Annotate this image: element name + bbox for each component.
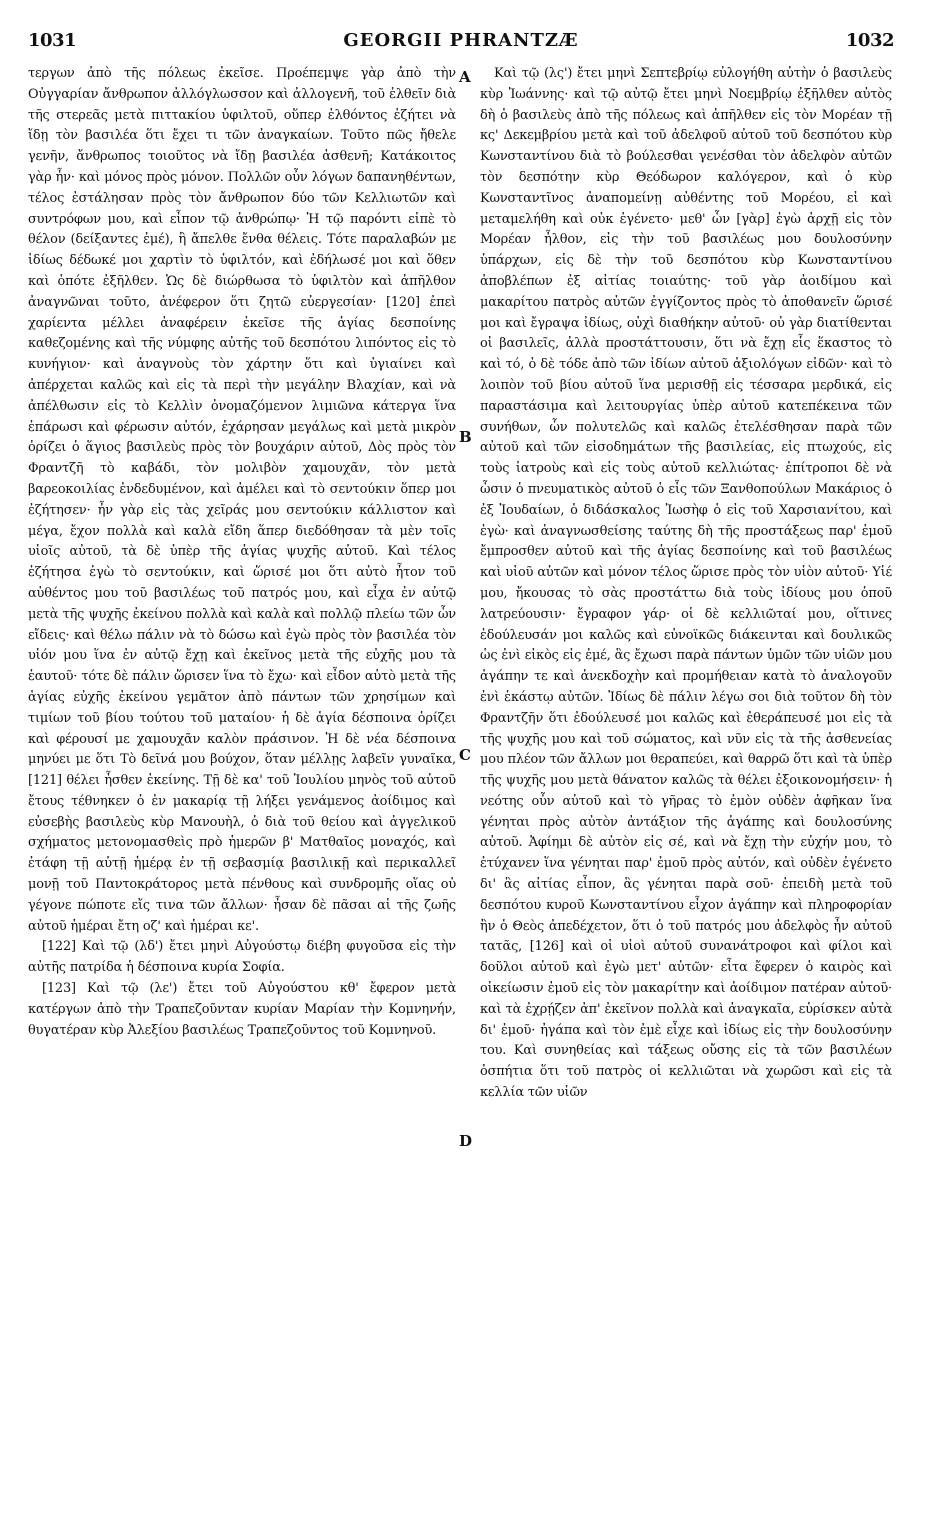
page-number-right: 1032	[845, 30, 894, 51]
page-header	[28, 30, 894, 56]
running-title: GEORGII PHRANTZÆ	[343, 30, 579, 51]
margin-marker-d: D	[459, 1132, 473, 1150]
margin-marker-a: A	[459, 68, 471, 86]
right-column	[480, 64, 892, 1104]
left-paragraph-2: [122] Καὶ τῷ (λδ') ἔτει μηνὶ Αὐγούστῳ διέβη φυγοῦσα εἰς τὴν αὐτῆς πατρίδα ἡ δέσποινα κυρία Σοφία.	[28, 939, 456, 976]
right-paragraph-1: Καὶ τῷ (λς') ἔτει μηνὶ Σεπτεβρίῳ εὐλογήθη αὐτὴν ὁ βασιλεὺς κὺρ Ἰωάννης· καὶ τῷ αὐτῷ ἔτει μηνὶ Νοεμβρίῳ ἐξῆλθεν αὐτὸς δὴ ὁ βασιλεὺς ἀπὸ τῆς πόλεως καὶ ἀπῆλθεν εἰς τὸν Μορέαν τῇ κς' Δεκεμβρίου μετὰ καὶ τοῦ ἀδελφοῦ αὐτοῦ τοῦ δεσπότου κὺρ Κωνσταντίνου διὰ τὸ βούλεσθαι γενέσθαι τὸν ἀδελφὸν αὐτῶν τὸν δεσπότην κὺρ Θεόδωρον καλόγερον, καὶ ὁ κὺρ Κωνσταντῖνος ἀναπομείνῃ αὐθέντης τοῦ Μορέου, εἰ καὶ μεταμελήθη καὶ οὐκ ἐγένετο· μεθ' ὧν [γὰρ] ἐγὼ ἀρχῇ εἰς τὸν Μορέαν ἦλθον, εἰς τὴν τοῦ βασιλέως μου δουλοσύνην ὑπάρχων, εἰς δὲ τὴν τοῦ δεσπότου κὺρ Κωνσταντίνου ἀποβλέπων ἐξ αἰτίας τοιαύτης· τοῦ γὰρ ἀοιδίμου καὶ μακαρίτου πατρὸς αὐτῶν ἐγγίζοντος πρὸς τὸ ἀποθανεῖν ὥρισέ μοι καὶ ἔγραψα ἰδίως, οὐχὶ διαθήκην αὐτοῦ· οὐ γὰρ διατίθενται οἱ βασιλεῖς, ἀλλὰ προστάττουσιν, ὅτι νὰ ἔχῃ εἷς ἕκαστος τὸ καὶ τό, ὁ δὲ τόδε ἀπὸ τῶν ἰδίων αὐτοῦ ἀξιολόγων εἰδῶν· καὶ τὸ λοιπὸν τοῦ βίου αὐτοῦ ἵνα μερισθῇ εἰς τέσσαρα μερδικά, εἰς παραστάσιμα καὶ λειτουργίας ὑπὲρ αὐτοῦ κατεπέκεινα τῶν συνήθων, ὧν πολυτελῶς καὶ καλῶς ἐτελέσθησαν παρὰ τῶν αὐτοῦ καὶ τῶν εἰσοδημάτων τῆς βασιλείας, εἰς πτωχούς, εἰς τοὺς ἰατροὺς καὶ εἰς τοὺς αὐτοῦ κελλιώτας· ἐπίτροποι δὲ νὰ ὦσιν ὁ πνευματικὸς αὐτοῦ ὁ εἷς τῶν Ξανθοπούλων Μακάριος ὁ ἐξ Ἰουδαίων, ὁ διδάσκαλος Ἰωσὴφ ὁ εἰς τοῦ Χαρσιανίτου, καὶ ἐγὼ· καὶ ἀναγνωσθείσης ταύτης δὴ τῆς προστάξεως παρ' ἐμοῦ ἔμπροσθεν αὐτοῦ καὶ τῆς ἁγίας δεσποίνης καὶ τοῦ βασιλέως καὶ υἱοῦ αὐτῶν καὶ μόνον τέλος ὥρισε πρὸς τὸν υἱὸν αὐτοῦ· Υἱέ μου, ἤκουσας τὸ σὰς προστάττω διὰ τοὺς ἰδίους μου ὁποῦ λατρεύουσιν· ἔγραφον γάρ· οἱ δὲ κελλιῶταί μου, οἵτινες ἐδούλευσάν μοι καλῶς καὶ εὐνοϊκῶς διάκεινται καὶ δουλικῶς ὡς ἐνὶ εἰκὸς εἰς ἐμέ, ἃς ἔχωσι παρὰ πάντων ὑμῶν τῶν υἱῶν μου ἀγάπην τε καὶ ἀνεκδοχὴν καὶ προμήθειαν κατὰ τὸ ἀναλογοῦν ἐνὶ ἑκάστῳ αὐτῶν. Ἰδίως δὲ πάλιν λέγω σοι διὰ τοῦτον δὴ τὸν Φραντζῆν ὅτι ἐδούλευσέ μοι καλῶς καὶ ἐθεράπευσέ μοι εἰς τὰ τῆς ψυχῆς μου καὶ τοῦ σώματος, καὶ νῦν εἰς τὰ τῆς ἀσθενείας μου πλέον τῶν ἄλλων μοι θεραπεύει, καὶ θαρρῶ ὅτι καὶ τὰ ὑπὲρ τῆς ψυχῆς μου μετὰ θάνατον καλῶς τὰ θέλει ἐξοικονομήσειν· ἡ νεότης οὖν αὐτοῦ καὶ τὸ γῆρας τὸ ἐμὸν οὐδὲν ἀφῆκαν ἵνα γένηται πρὸς αὐτὸν ἀντάξιον τῆς ἀγάπης καὶ δουλοσύνης αὐτοῦ. Ἀφίημι δὲ αὐτὸν εἰς σέ, καὶ νὰ ἔχῃ τὴν εὐχήν μου, τὸ ἐτύχανεν ἵνα γένηται παρ' ἐμοῦ πρὸς αὐτόν, καὶ οὐδὲν ἐγένετο δι' ἃς αἰτίας εἶπον, ἃς γένηται παρὰ σοῦ· ἐπειδὴ μετὰ τοῦ δεσπότου κυροῦ Κωνσταντίνου εἶχον ἀγάπην καὶ πληροφορίαν ἢν ὁ Θεὸς ἀπεδέχετον, ὅτι ὁ τοῦ πατρός μου ἀδελφὸς ἦν αὐτοῦ τατᾶς, [126] καὶ οἱ υἱοὶ αὐτοῦ συνανάτροφοι καὶ φίλοι καὶ δοῦλοι αὐτοῦ καὶ ἐγὼ μετ' αὐτῶν· εἶτα ἔφερεν ὁ καιρὸς καὶ οἰκείωσιν ἐμοῦ εἰς τὸν μακαρίτην καὶ ἀοίδιμον πατέραν αὐτοῦ· καὶ τὰ ἐχρῄζεν ἀπ' ἐκεῖνον πολλὰ καὶ ἀναγκαῖα, εὑρίσκεν αὐτὰ δι' ἐμοῦ· ἠγάπα καὶ τὸν ἐμὲ εἶχε καὶ ἰδίως εἰς τὴν δουλοσύνην του. Καὶ συνηθείας καὶ τάξεως οὔσης εἰς τὰ τῶν βασιλέων ὀσπήτια ὅτι τοῦ πατρὸς οἱ κελλιῶται νὰ χωρῶσι καὶ εἰς τὰ κελλία τῶν υἱῶν	[480, 66, 892, 1101]
left-paragraph-3: [123] Καὶ τῷ (λε') ἔτει τοῦ Αὐγούστου κθ' ἔφερον μετὰ κατέργων ἀπὸ τὴν Τραπεζοῦνταν κυρίαν Μαρίαν τὴν Κομνηνήν, θυγατέραν κὺρ Ἀλεξίου βασιλέως Τραπεζοῦντος τοῦ Κομνηνοῦ.	[28, 981, 456, 1038]
margin-marker-b: B	[459, 428, 472, 446]
left-paragraph-1: τεργων ἀπὸ τῆς πόλεως ἐκεῖσε. Προέπεμψε γὰρ ἀπὸ τὴν Οὐγγαρίαν ἄνθρωπον ἀλλόγλωσσον καὶ ἀλλογενῆ, τοῦ ἐλθεῖν διὰ τῆς στερεᾶς μετὰ πιττακίου ὑφιλτοῦ, οὕπερ ἐλθόντος ἐζήτει νὰ ἴδῃ τὸν βασιλέα ὅτι ἔχει τι τῶν ἀναγκαίων. Τοῦτο πῶς ἤθελε γενῆν, ἄνθρωπος τοιοῦτος νὰ ἴδῃ βασιλέα ἀσθενῆ; Κατάκοιτος γὰρ ἦν· καὶ μόνος πρὸς μόνον. Πολλῶν οὖν λόγων δαπανηθέντων, τέλος ἐστάλησαν πρὸς τὸν ἄνθρωπον δύο τῶν Κελλιωτῶν καὶ συντρόφων μου, καὶ εἶπον τῷ ἀνθρώπῳ· Ἡ τῷ παρόντι εἰπὲ τὸ θέλον (δείξαντες ἐμέ), ἢ ἄπελθε ἔνθα θέλεις. Τότε παραλαβών με ἰδίως δέδωκέ μοι χαρτὶν τὸ ὑφιλτόν, καὶ ἐδήλωσέ μοι καὶ ὅθεν καὶ ὁπότε ἐξῆλθεν. Ὡς δὲ διώρθωσα τὸ ὑφιλτὸν καὶ ἀπῆλθον ἀναγνῶναι τοῦτο, ἀνέφερον ὅτι ζητῶ εὐεργεσίαν· [120] ἐπεὶ χαρίεντα μέλλει ἀναφέρειν ἐκεῖσε τῆς ἁγίας δεσποίνης καθεζομένης καὶ τῆς νύμφης αὐτῆς τοῦ δεσπότου λιπόντος εἰς τὸ κυνήγιον· καὶ ἀναγνοὺς τὸν χάρτην ὅτι καὶ ὑγιαίνει καὶ ἀπέρχεται καλῶς καὶ εἰς τὰ περὶ τὴν μεγάλην Βλαχίαν, καὶ νὰ ἀπέλθωσιν εἰς τὸ Κελλὶν ὀνομαζόμενον λιμιῶνα κάτεργα ἵνα ἐπάρωσι καὶ φέρωσιν αὐτόν, ἐχάρησαν μεγάλως καὶ μετὰ μικρὸν ὁρίζει ὁ ἅγιος βασιλεὺς πρὸς τὸν βουχάριν αὐτοῦ, Δὸς πρὸς τὸν Φραντζῆ τὸ καβάδι, τὸν μολιβὸν χαμουχᾶν, τὸν μετὰ βαρεοκοιλίας ἐνδεδυμένον, καὶ ἀμέλει καὶ τὸ σεντούκιν ὅπερ μοι ἐζήτησεν· ἦν γὰρ εἰς τὰς χεῖράς μου σεντούκιν κάλλιστον καὶ μέγα, ἔχον πολλὰ καὶ καλὰ εἴδη ἅπερ διεδόθησαν τὰ μὲν τοῖς υἱοῖς αὐτοῦ, τὰ δὲ ὑπὲρ τῆς ἁγίας ψυχῆς αὐτοῦ. Καὶ τέλος ἐζήτησα ἐγὼ τὸ σεντούκιν, καὶ ὥρισέ μοι ὅτι αὐτὸ ἦτον τοῦ αὐθέντος μου τοῦ βασιλέως τοῦ πατρός μου, καὶ εἶχα ἐν αὐτῷ μετὰ τῆς ψυχῆς ἐκείνου πολλὰ καὶ καλὰ καὶ πολλῷ πλείω τῶν ὧν εἴδεις· καὶ θέλω πάλιν νὰ τὸ δώσω καὶ ἐγὼ πρὸς τὸν βασιλέα τὸν υἱόν μου ἵνα ἐν αὐτῷ ἔχῃ καὶ ἐκεῖνος μετὰ τῆς εὐχῆς μου τὰ ἑαυτοῦ· τότε δὲ πάλιν ὥρισεν ἵνα τὸ ἔχω· καὶ εἶδον αὐτὸ μετὰ τῆς ἁγίας εὐχῆς ἐκείνου γεμᾶτον ἀπὸ πάντων τῶν χρησίμων καὶ τιμίων τοῦ βίου τούτου τοῦ ματαίου· ἡ δὲ ἁγία δέσποινα ὁρίζει καὶ φέρουσί με χαμουχᾶν καλὸν πράσινον. Ἡ δὲ νέα δέσποινα μηνύει με ὅτι Τὸ δεῖνά μου βούχον, ὅταν μέλλῃς λαβεῖν γυναῖκα, [121] θέλει ἦσθεν ἐκείνης. Τῇ δὲ κα' τοῦ Ἰουλίου μηνὸς τοῦ αὐτοῦ ἔτους τέθνηκεν ὁ ἐν μακαρίᾳ τῇ λήξει γενάμενος ἀοίδιμος καὶ εὐσεβὴς βασιλεὺς κὺρ Μανουὴλ, ὁ διὰ τοῦ θείου καὶ ἀγγελικοῦ σχήματος μετονομασθεὶς πρὸ ἡμερῶν β' Ματθαῖος μοναχός, καὶ ἐτάφη τῇ αὐτῇ ἡμέρᾳ ἐν τῇ σεβασμίᾳ βασιλικῇ καὶ περικαλλεῖ μονῇ τοῦ Παντοκράτορος μετὰ πένθους καὶ συνδρομῆς οἵας οὐ γέγονε πώποτε εἴς τινα τῶν ἄλλων· ἦσαν δὲ πᾶσαι αἱ τῆς ζωῆς αὐτοῦ ἡμέραι ἔτη οζ' καὶ ἡμέραι κε'.	[28, 66, 456, 934]
margin-marker-c: C	[459, 746, 471, 764]
page-number-left: 1031	[28, 30, 77, 51]
left-column	[28, 64, 456, 1041]
